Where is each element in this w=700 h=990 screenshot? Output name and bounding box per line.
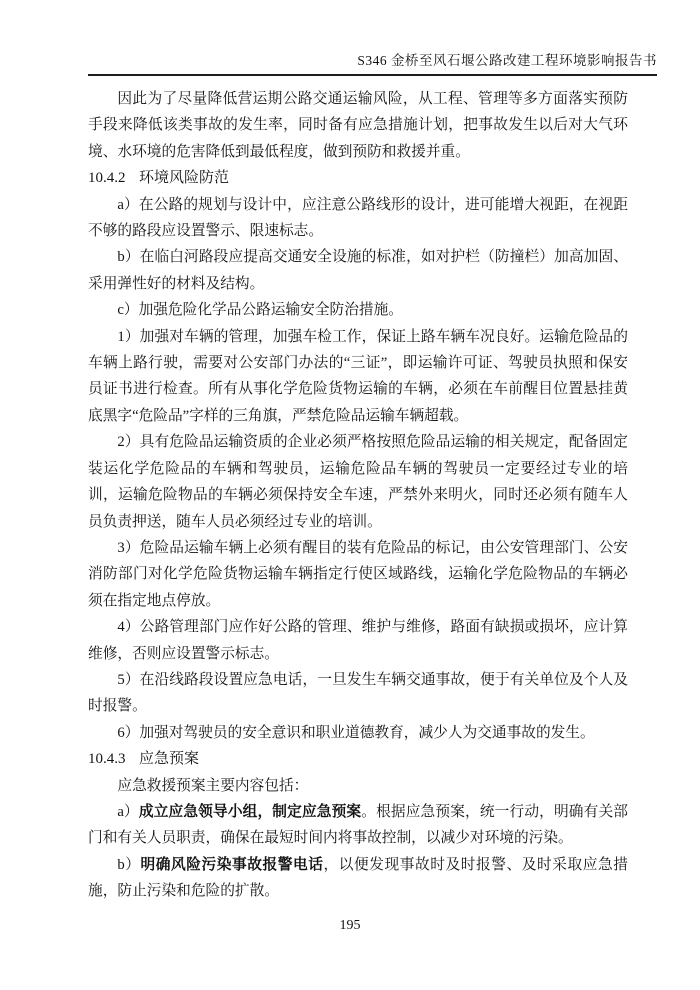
document-body	[88, 86, 628, 905]
list-item-a: a）在公路的规划与设计中，应注意公路线形的设计，进可能增大视距，在视距不够的路段应设置警示、限速标志。	[88, 196, 628, 240]
header-rule	[88, 74, 657, 76]
numbered-item-3: 3）危险品运输车辆上必须有醒目的装有危险品的标记，由公安管理部门、公安消防部门对化学危险货物运输车辆指定行使区域路线，运输化学危险物品的车辆必须在指定地点停放。	[88, 539, 628, 609]
list-item-c: c）加强危险化学品公路运输安全防治措施。	[117, 302, 403, 319]
section-title: 环境风险防范	[139, 170, 230, 187]
header-title: S346 金桥至风石堰公路改建工程环境影响报告书	[357, 53, 657, 68]
numbered-item-2: 2）具有危险品运输资质的企业必须严格按照危险品运输的相关规定，配备固定装运化学危险品的车辆和驾驶员，运输危险品车辆的驾驶员一定要经过专业的培训，运输危险物品的车辆必须保持安全车速，严禁外来明火，同时还必须有随车人员负责押送，随车人员必须经过专业的培训。	[88, 434, 628, 530]
numbered-item-6: 6）加强对驾驶员的安全意识和职业道德教育，减少人为交通事故的发生。	[117, 724, 595, 741]
list-item-a	[88, 799, 628, 852]
section-heading-10-4-2	[88, 165, 628, 191]
numbered-item-1: 1）加强对车辆的管理，加强车检工作，保证上路车辆车况良好。运输危险品的车辆上路行驶，需要对公安部门办法的“三证”，即运输许可证、驾驶员执照和保安员证书进行检查。所有从事化学危险货物运输的车辆，必须在车前醒目位置悬挂黄底黑字“危险品”字样的三角旗，严禁危险品运输车辆超载。	[88, 328, 628, 424]
item-marker: a）	[117, 803, 139, 820]
lead-paragraph: 应急救援预案主要内容包括：	[117, 777, 309, 794]
item-text: ，以便发现事故时及时报警、及时采取应急措施，防止污染和危险的扩散。	[88, 856, 628, 900]
page-header	[88, 0, 657, 76]
item-text: 。根据应急预案，统一行动，明确有关部门和有关人员职责，确保在最短时间内将事故控制，以减少对环境的污染。	[88, 803, 628, 847]
section-number: 10.4.2	[88, 170, 126, 187]
numbered-item-5: 5）在沿线路段设置应急电话，一旦发生车辆交通事故，便于有关单位及个人及时报警。	[88, 671, 628, 715]
section-title: 应急预案	[139, 751, 200, 768]
numbered-item-4: 4）公路管理部门应作好公路的管理、维护与维修，路面有缺损或损坏，应计算维修，否则应设置警示标志。	[88, 619, 628, 662]
page-footer	[0, 918, 700, 934]
item-bold-phrase: 明确风险污染事故报警电话	[140, 856, 324, 873]
list-item-b: b）在临白河路段应提高交通安全设施的标准，如对护栏（防撞栏）加高加固、采用弹性好的材料及结构。	[88, 249, 628, 292]
item-marker: b）	[117, 856, 141, 873]
item-bold-phrase: 成立应急领导小组，制定应急预案	[138, 803, 362, 820]
section-number: 10.4.3	[88, 751, 126, 768]
page-number: 195	[339, 918, 361, 933]
intro-paragraph: 因此为了尽量降低营运期公路交通运输风险，从工程、管理等多方面落实预防手段来降低该类事故的发生率，同时备有应急措施计划，把事故发生以后对大气环境、水环境的危害降低到最低程度，做到预防和救援并重。	[88, 91, 628, 160]
list-item-b	[88, 852, 628, 905]
section-heading-10-4-3	[88, 746, 628, 772]
